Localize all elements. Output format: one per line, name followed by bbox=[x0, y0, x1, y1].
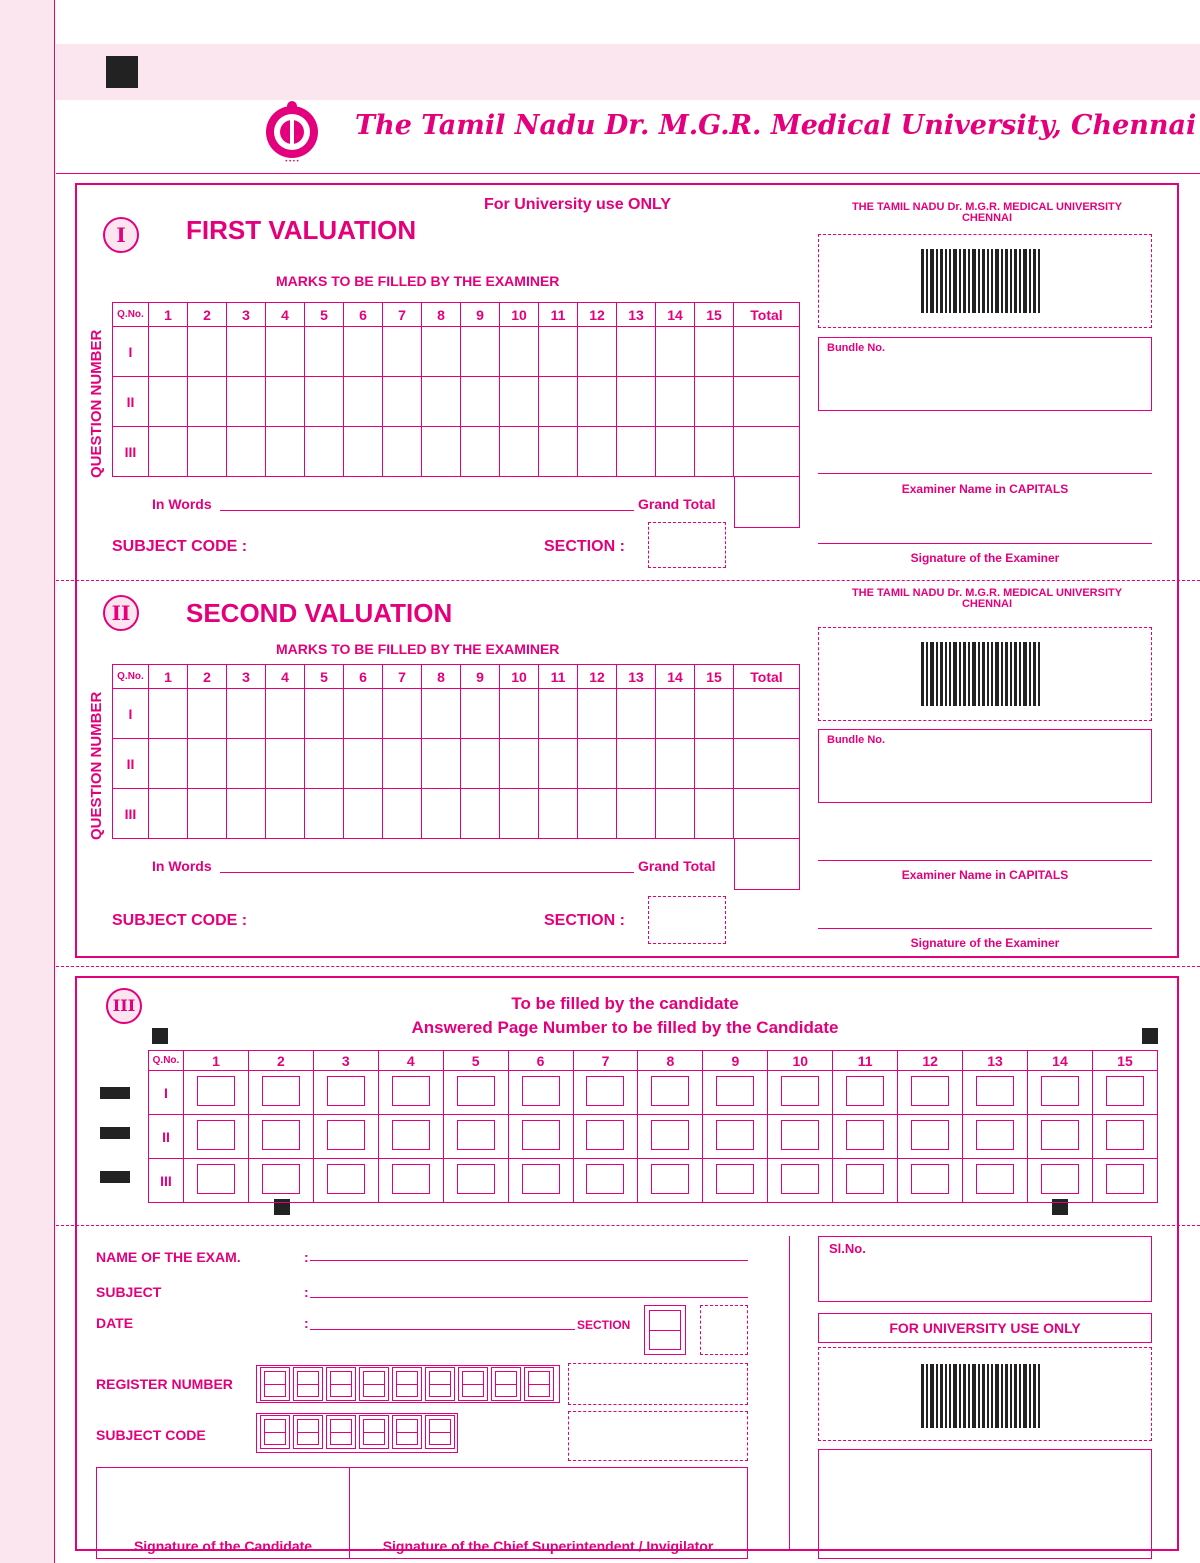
row-label: III bbox=[113, 789, 149, 839]
in-words-label: In Words bbox=[152, 858, 212, 874]
col-header: 4 bbox=[266, 665, 305, 689]
alignment-mark bbox=[1142, 1028, 1158, 1044]
grand-total-label: Grand Total bbox=[638, 858, 716, 874]
colon: : bbox=[304, 1315, 309, 1331]
row-label: III bbox=[113, 427, 149, 477]
page-cell[interactable] bbox=[898, 1159, 963, 1203]
vertical-divider bbox=[789, 1236, 790, 1550]
col-header: 13 bbox=[963, 1051, 1028, 1071]
mark-cell[interactable] bbox=[188, 689, 227, 739]
mark-cell[interactable] bbox=[227, 739, 266, 789]
page-cell[interactable] bbox=[638, 1071, 703, 1115]
mark-cell[interactable] bbox=[500, 789, 539, 839]
mark-cell[interactable] bbox=[500, 689, 539, 739]
col-header: 12 bbox=[578, 303, 617, 327]
mark-cell[interactable] bbox=[656, 739, 695, 789]
page-cell[interactable] bbox=[573, 1159, 638, 1203]
row-label: II bbox=[113, 377, 149, 427]
page-cell[interactable] bbox=[573, 1071, 638, 1115]
barcode-icon bbox=[921, 1364, 1042, 1428]
mark-cell[interactable] bbox=[383, 327, 422, 377]
page-cell[interactable] bbox=[313, 1071, 378, 1115]
mark-cell[interactable] bbox=[539, 789, 578, 839]
col-header: 5 bbox=[305, 303, 344, 327]
col-header: 7 bbox=[573, 1051, 638, 1071]
bundle-no-label: Bundle No. bbox=[827, 342, 886, 354]
mark-cell[interactable] bbox=[539, 689, 578, 739]
mark-cell[interactable] bbox=[578, 427, 617, 477]
colon: : bbox=[304, 1284, 309, 1300]
section-omr-box[interactable] bbox=[700, 1305, 748, 1355]
sl-no-label: Sl.No. bbox=[829, 1241, 866, 1256]
mark-cell[interactable] bbox=[188, 739, 227, 789]
total-cell[interactable] bbox=[734, 789, 800, 839]
mark-cell[interactable] bbox=[656, 689, 695, 739]
col-header: 10 bbox=[768, 1051, 833, 1071]
mark-cell[interactable] bbox=[422, 377, 461, 427]
mark-cell[interactable] bbox=[695, 789, 734, 839]
page-cell[interactable] bbox=[1027, 1071, 1092, 1115]
barcode-box bbox=[818, 1347, 1152, 1441]
page-cell[interactable] bbox=[768, 1115, 833, 1159]
section-box[interactable] bbox=[648, 896, 726, 944]
mark-cell[interactable] bbox=[188, 327, 227, 377]
total-header: Total bbox=[734, 665, 800, 689]
page-cell[interactable] bbox=[963, 1115, 1028, 1159]
mark-cell[interactable] bbox=[422, 427, 461, 477]
col-header: 6 bbox=[508, 1051, 573, 1071]
page-cell[interactable] bbox=[963, 1159, 1028, 1203]
col-header: 14 bbox=[656, 303, 695, 327]
page-cell[interactable] bbox=[1092, 1115, 1157, 1159]
mark-cell[interactable] bbox=[578, 377, 617, 427]
mark-cell[interactable] bbox=[227, 427, 266, 477]
col-header: 5 bbox=[443, 1051, 508, 1071]
mark-cell[interactable] bbox=[695, 427, 734, 477]
mark-cell[interactable] bbox=[344, 427, 383, 477]
sl-no-box[interactable] bbox=[818, 1236, 1152, 1302]
section-label: SECTION bbox=[577, 1318, 631, 1332]
mark-cell[interactable] bbox=[500, 327, 539, 377]
col-header: 14 bbox=[656, 665, 695, 689]
page-cell[interactable] bbox=[184, 1071, 249, 1115]
col-header: 15 bbox=[695, 303, 734, 327]
col-header: 7 bbox=[383, 303, 422, 327]
examiner-name-line[interactable] bbox=[818, 860, 1152, 861]
mark-cell[interactable] bbox=[149, 739, 188, 789]
col-header: 11 bbox=[833, 1051, 898, 1071]
marks-table-second bbox=[112, 664, 800, 839]
subject-label: SUBJECT bbox=[96, 1284, 162, 1300]
mark-cell[interactable] bbox=[305, 327, 344, 377]
cut-line-2 bbox=[56, 966, 1200, 967]
total-cell[interactable] bbox=[734, 377, 800, 427]
mark-cell[interactable] bbox=[149, 427, 188, 477]
col-header: 13 bbox=[617, 665, 656, 689]
col-header: 8 bbox=[422, 303, 461, 327]
col-header: 10 bbox=[500, 303, 539, 327]
mark-cell[interactable] bbox=[383, 377, 422, 427]
mark-cell[interactable] bbox=[656, 789, 695, 839]
mark-cell[interactable] bbox=[695, 689, 734, 739]
page-cell[interactable] bbox=[833, 1071, 898, 1115]
mark-cell[interactable] bbox=[305, 789, 344, 839]
barcode-box bbox=[818, 234, 1152, 328]
section-label: SECTION : bbox=[544, 912, 625, 929]
bundle-no-box[interactable] bbox=[818, 729, 1152, 803]
examiner-sig-label: Signature of the Examiner bbox=[910, 936, 1060, 950]
register-omr-box[interactable] bbox=[568, 1363, 748, 1405]
mark-cell[interactable] bbox=[656, 377, 695, 427]
mark-cell[interactable] bbox=[383, 789, 422, 839]
mark-cell[interactable] bbox=[539, 427, 578, 477]
qno-header: Q.No. bbox=[113, 303, 149, 327]
page-cell[interactable] bbox=[378, 1115, 443, 1159]
mark-cell[interactable] bbox=[617, 327, 656, 377]
second-valuation-title: SECOND VALUATION bbox=[186, 598, 453, 628]
subject-field[interactable] bbox=[310, 1297, 748, 1298]
page-cell[interactable] bbox=[898, 1071, 963, 1115]
mark-cell[interactable] bbox=[422, 689, 461, 739]
register-number-boxes[interactable] bbox=[256, 1365, 560, 1403]
question-number-label: QUESTION NUMBER bbox=[88, 329, 105, 478]
svg-text:• • • •: • • • • bbox=[285, 159, 299, 165]
section-numeral-i: I bbox=[103, 217, 139, 253]
col-header: 10 bbox=[500, 665, 539, 689]
total-cell[interactable] bbox=[734, 327, 800, 377]
section-box[interactable] bbox=[648, 522, 726, 568]
row-label: II bbox=[149, 1115, 184, 1159]
mark-cell[interactable] bbox=[227, 377, 266, 427]
mark-cell[interactable] bbox=[383, 739, 422, 789]
univ-label-right bbox=[822, 202, 1152, 224]
page-cell[interactable] bbox=[638, 1159, 703, 1203]
col-header: 1 bbox=[149, 303, 188, 327]
mark-cell[interactable] bbox=[461, 789, 500, 839]
mark-cell[interactable] bbox=[227, 689, 266, 739]
section-numeral-ii: II bbox=[103, 595, 139, 631]
mark-cell[interactable] bbox=[539, 377, 578, 427]
col-header: 3 bbox=[227, 665, 266, 689]
page-cell[interactable] bbox=[703, 1071, 768, 1115]
exam-name-label: NAME OF THE EXAM. bbox=[96, 1249, 241, 1265]
date-field[interactable] bbox=[310, 1329, 575, 1330]
page-cell[interactable] bbox=[443, 1159, 508, 1203]
page-cell[interactable] bbox=[833, 1115, 898, 1159]
alignment-mark bbox=[152, 1028, 168, 1044]
marks-heading: MARKS TO BE FILLED BY THE EXAMINER bbox=[276, 641, 560, 657]
col-header: 1 bbox=[149, 665, 188, 689]
page-cell[interactable] bbox=[1027, 1159, 1092, 1203]
page-cell[interactable] bbox=[248, 1159, 313, 1203]
subject-code-label: SUBJECT CODE bbox=[96, 1427, 206, 1443]
mark-cell[interactable] bbox=[617, 427, 656, 477]
bundle-no-label: Bundle No. bbox=[827, 734, 886, 746]
mark-cell[interactable] bbox=[617, 789, 656, 839]
page-cell[interactable] bbox=[508, 1159, 573, 1203]
mark-cell[interactable] bbox=[305, 427, 344, 477]
qno-header: Q.No. bbox=[113, 665, 149, 689]
univ-line2: CHENNAI bbox=[961, 212, 1013, 224]
header-rule bbox=[56, 173, 1200, 174]
left-margin-strip bbox=[0, 0, 55, 1563]
col-header: 3 bbox=[227, 303, 266, 327]
mark-cell[interactable] bbox=[149, 689, 188, 739]
mark-cell[interactable] bbox=[617, 377, 656, 427]
barcode-box bbox=[818, 627, 1152, 721]
university-seal-icon bbox=[260, 100, 324, 166]
page-cell[interactable] bbox=[833, 1159, 898, 1203]
subject-code-boxes[interactable] bbox=[256, 1413, 458, 1453]
examiner-name-label: Examiner Name in CAPITALS bbox=[901, 868, 1069, 882]
mark-cell[interactable] bbox=[383, 427, 422, 477]
mark-cell[interactable] bbox=[461, 327, 500, 377]
examiner-sig-label: Signature of the Examiner bbox=[910, 551, 1060, 565]
mark-cell[interactable] bbox=[305, 739, 344, 789]
register-number-label: REGISTER NUMBER bbox=[96, 1376, 233, 1392]
mark-cell[interactable] bbox=[578, 689, 617, 739]
mark-cell[interactable] bbox=[344, 689, 383, 739]
mark-cell[interactable] bbox=[344, 739, 383, 789]
col-header: 6 bbox=[344, 665, 383, 689]
subject-code-omr-box[interactable] bbox=[568, 1411, 748, 1461]
examiner-name-label: Examiner Name in CAPITALS bbox=[901, 482, 1069, 496]
grand-total-label: Grand Total bbox=[638, 496, 716, 512]
col-header: 11 bbox=[539, 665, 578, 689]
in-words-label: In Words bbox=[152, 496, 212, 512]
col-header: 4 bbox=[266, 303, 305, 327]
university-use-label: FOR UNIVERSITY USE ONLY bbox=[818, 1313, 1152, 1343]
col-header: 6 bbox=[344, 303, 383, 327]
total-cell[interactable] bbox=[734, 739, 800, 789]
page-cell[interactable] bbox=[184, 1115, 249, 1159]
signature-box bbox=[96, 1467, 748, 1559]
row-label: III bbox=[149, 1159, 184, 1203]
mark-cell[interactable] bbox=[188, 427, 227, 477]
page-cell[interactable] bbox=[378, 1071, 443, 1115]
mark-cell[interactable] bbox=[500, 427, 539, 477]
section-numeral-iii: III bbox=[106, 988, 142, 1024]
page-cell[interactable] bbox=[898, 1115, 963, 1159]
grand-total-box[interactable] bbox=[734, 476, 800, 528]
page-cell[interactable] bbox=[313, 1159, 378, 1203]
section-label: SECTION : bbox=[544, 538, 625, 555]
university-use-label: For University use ONLY bbox=[484, 196, 672, 213]
mark-cell[interactable] bbox=[422, 327, 461, 377]
mark-cell[interactable] bbox=[305, 689, 344, 739]
university-use-box[interactable] bbox=[818, 1449, 1152, 1559]
row-label: I bbox=[149, 1071, 184, 1115]
grand-total-box[interactable] bbox=[734, 838, 800, 890]
mark-cell[interactable] bbox=[500, 739, 539, 789]
col-header: 15 bbox=[1092, 1051, 1157, 1071]
page-cell[interactable] bbox=[248, 1115, 313, 1159]
exam-name-field[interactable] bbox=[310, 1260, 748, 1261]
mark-cell[interactable] bbox=[344, 377, 383, 427]
mark-cell[interactable] bbox=[266, 739, 305, 789]
page-cell[interactable] bbox=[638, 1115, 703, 1159]
first-valuation-title: FIRST VALUATION bbox=[186, 215, 417, 245]
mark-cell[interactable] bbox=[461, 689, 500, 739]
mark-cell[interactable] bbox=[461, 427, 500, 477]
university-name: The Tamil Nadu Dr. M.G.R. Medical University, Chennai bbox=[355, 110, 1197, 141]
mark-cell[interactable] bbox=[149, 327, 188, 377]
mark-cell[interactable] bbox=[266, 789, 305, 839]
mark-cell[interactable] bbox=[500, 377, 539, 427]
in-words-line[interactable] bbox=[220, 872, 634, 873]
col-header: 2 bbox=[188, 303, 227, 327]
alignment-mark bbox=[100, 1171, 130, 1183]
page-cell[interactable] bbox=[573, 1115, 638, 1159]
examiner-sig-line[interactable] bbox=[818, 543, 1152, 544]
candidate-signature-label: Signature of the Candidate bbox=[133, 1538, 313, 1554]
mark-cell[interactable] bbox=[266, 377, 305, 427]
col-header: 4 bbox=[378, 1051, 443, 1071]
page-cell[interactable] bbox=[508, 1115, 573, 1159]
col-header: 12 bbox=[898, 1051, 963, 1071]
col-header: 12 bbox=[578, 665, 617, 689]
in-words-line[interactable] bbox=[220, 510, 634, 511]
page-cell[interactable] bbox=[703, 1159, 768, 1203]
page-cell[interactable] bbox=[1092, 1071, 1157, 1115]
total-header: Total bbox=[734, 303, 800, 327]
mark-cell[interactable] bbox=[227, 789, 266, 839]
col-header: 13 bbox=[617, 303, 656, 327]
marks-table-first bbox=[112, 302, 800, 477]
alignment-mark bbox=[106, 56, 138, 88]
mark-cell[interactable] bbox=[422, 789, 461, 839]
mark-cell[interactable] bbox=[617, 739, 656, 789]
barcode-icon bbox=[921, 642, 1042, 706]
col-header: 14 bbox=[1027, 1051, 1092, 1071]
mark-cell[interactable] bbox=[266, 427, 305, 477]
mark-cell[interactable] bbox=[227, 327, 266, 377]
col-header: 15 bbox=[695, 665, 734, 689]
row-label: I bbox=[113, 327, 149, 377]
page-cell[interactable] bbox=[963, 1071, 1028, 1115]
examiner-sig-line[interactable] bbox=[818, 928, 1152, 929]
alignment-mark bbox=[100, 1127, 130, 1139]
colon: : bbox=[304, 1249, 309, 1265]
univ-line1: THE TAMIL NADU Dr. M.G.R. MEDICAL UNIVERSITY bbox=[851, 587, 1123, 599]
mark-cell[interactable] bbox=[266, 689, 305, 739]
mark-cell[interactable] bbox=[305, 377, 344, 427]
col-header: 9 bbox=[461, 665, 500, 689]
cut-line-3 bbox=[56, 1225, 1200, 1226]
barcode-icon bbox=[921, 249, 1042, 313]
mark-cell[interactable] bbox=[695, 739, 734, 789]
col-header: 11 bbox=[539, 303, 578, 327]
col-header: 8 bbox=[638, 1051, 703, 1071]
mark-cell[interactable] bbox=[656, 327, 695, 377]
page-cell[interactable] bbox=[313, 1115, 378, 1159]
univ-line1: THE TAMIL NADU Dr. M.G.R. MEDICAL UNIVERSITY bbox=[851, 201, 1123, 213]
mark-cell[interactable] bbox=[188, 789, 227, 839]
col-header: 8 bbox=[422, 665, 461, 689]
page-cell[interactable] bbox=[1027, 1115, 1092, 1159]
candidate-heading-1: To be filled by the candidate bbox=[511, 994, 739, 1013]
section-digit-box[interactable] bbox=[644, 1305, 686, 1355]
col-header: 1 bbox=[184, 1051, 249, 1071]
col-header: 3 bbox=[313, 1051, 378, 1071]
chief-signature-label: Signature of the Chief Superintendent / Invigilator bbox=[382, 1538, 714, 1554]
cut-line-1 bbox=[56, 580, 1200, 581]
page-cell[interactable] bbox=[378, 1159, 443, 1203]
page-cell[interactable] bbox=[443, 1115, 508, 1159]
top-band bbox=[56, 44, 1200, 100]
mark-cell[interactable] bbox=[656, 427, 695, 477]
col-header: 9 bbox=[703, 1051, 768, 1071]
page-cell[interactable] bbox=[443, 1071, 508, 1115]
question-number-label: QUESTION NUMBER bbox=[88, 691, 105, 840]
col-header: 9 bbox=[461, 303, 500, 327]
mark-cell[interactable] bbox=[266, 327, 305, 377]
univ-line2: CHENNAI bbox=[961, 598, 1013, 610]
row-label: I bbox=[113, 689, 149, 739]
mark-cell[interactable] bbox=[578, 327, 617, 377]
alignment-mark bbox=[100, 1087, 130, 1099]
univ-label-right bbox=[822, 588, 1152, 610]
mark-cell[interactable] bbox=[344, 327, 383, 377]
row-label: II bbox=[113, 739, 149, 789]
mark-cell[interactable] bbox=[617, 689, 656, 739]
subject-code-label: SUBJECT CODE : bbox=[112, 912, 248, 929]
mark-cell[interactable] bbox=[344, 789, 383, 839]
page-cell[interactable] bbox=[184, 1159, 249, 1203]
mark-cell[interactable] bbox=[149, 377, 188, 427]
page-cell[interactable] bbox=[768, 1159, 833, 1203]
mark-cell[interactable] bbox=[539, 327, 578, 377]
total-cell[interactable] bbox=[734, 689, 800, 739]
mark-cell[interactable] bbox=[383, 689, 422, 739]
mark-cell[interactable] bbox=[188, 377, 227, 427]
col-header: 2 bbox=[188, 665, 227, 689]
mark-cell[interactable] bbox=[461, 739, 500, 789]
bundle-no-box[interactable] bbox=[818, 337, 1152, 411]
candidate-heading-2: Answered Page Number to be filled by the Candidate bbox=[411, 1018, 839, 1037]
col-header: 2 bbox=[248, 1051, 313, 1071]
date-label: DATE bbox=[96, 1315, 134, 1331]
mark-cell[interactable] bbox=[695, 327, 734, 377]
mark-cell[interactable] bbox=[539, 739, 578, 789]
page-cell[interactable] bbox=[1092, 1159, 1157, 1203]
mark-cell[interactable] bbox=[695, 377, 734, 427]
page-cell[interactable] bbox=[248, 1071, 313, 1115]
page-cell[interactable] bbox=[508, 1071, 573, 1115]
mark-cell[interactable] bbox=[578, 789, 617, 839]
page-number-table bbox=[148, 1050, 1158, 1203]
col-header: 7 bbox=[383, 665, 422, 689]
col-header: 5 bbox=[305, 665, 344, 689]
mark-cell[interactable] bbox=[422, 739, 461, 789]
mark-cell[interactable] bbox=[461, 377, 500, 427]
subject-code-label: SUBJECT CODE : bbox=[112, 538, 248, 555]
page-cell[interactable] bbox=[703, 1115, 768, 1159]
examiner-name-line[interactable] bbox=[818, 473, 1152, 474]
qno-header: Q.No. bbox=[149, 1051, 184, 1071]
page-cell[interactable] bbox=[768, 1071, 833, 1115]
marks-heading: MARKS TO BE FILLED BY THE EXAMINER bbox=[276, 273, 560, 289]
mark-cell[interactable] bbox=[149, 789, 188, 839]
total-cell[interactable] bbox=[734, 427, 800, 477]
mark-cell[interactable] bbox=[578, 739, 617, 789]
